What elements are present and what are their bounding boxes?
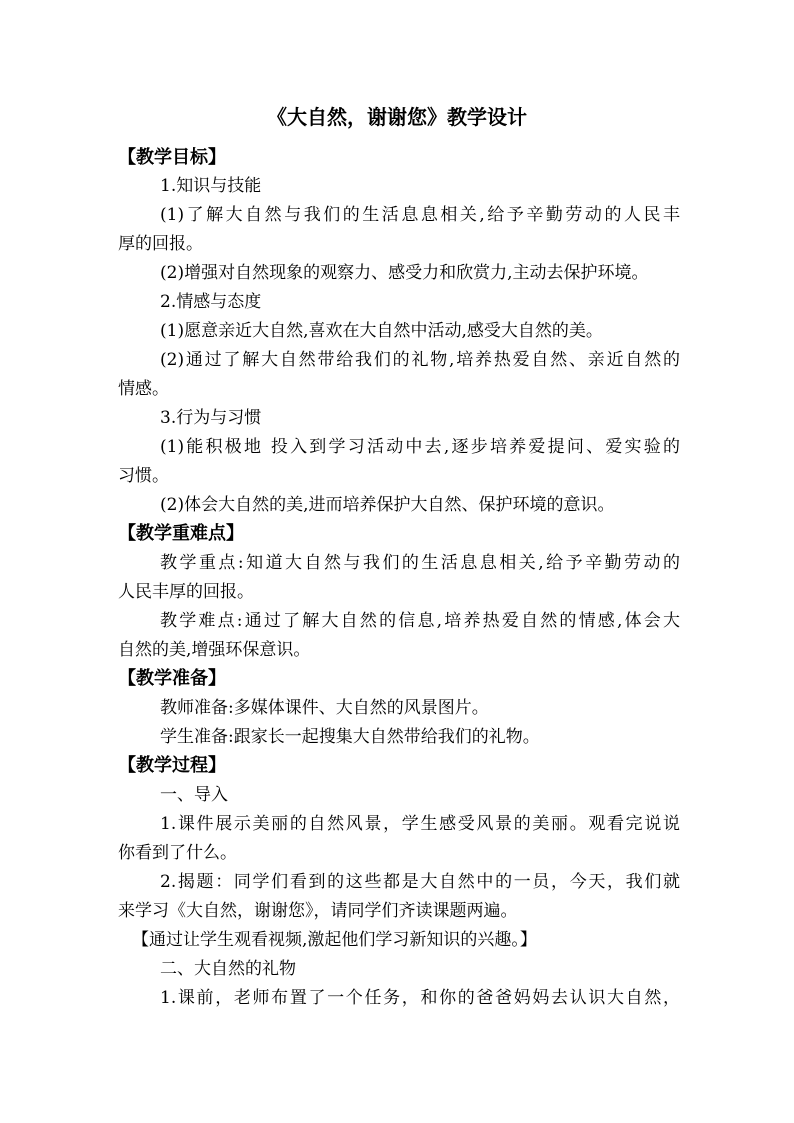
- section-heading-preparation: 【教学准备】: [118, 668, 226, 689]
- paragraph-line: 来学习《大自然，谢谢您》，请同学们齐读课题两遍。: [118, 901, 518, 921]
- paragraph-line: 3.行为与习惯: [160, 408, 262, 428]
- paragraph-line: 一、导入: [160, 785, 228, 805]
- paragraph-line: 自然的美,增强环保意识。: [118, 640, 311, 660]
- paragraph-line: (2)增强对自然现象的观察力、感受力和欣赏力,主动去保护环境。: [160, 263, 649, 283]
- paragraph-line: (2)体会大自然的美,进而培养保护大自然、保护环境的意识。: [160, 495, 615, 515]
- paragraph-line: 厚的回报。: [118, 234, 203, 254]
- paragraph-line: 人民丰厚的回报。: [118, 582, 254, 602]
- paragraph-line: 1.课前，老师布置了一个任务，和你的爸爸妈妈去认识大自然，: [160, 988, 680, 1008]
- paragraph-line: (1)愿意亲近大自然,喜欢在大自然中活动,感受大自然的美。: [160, 321, 603, 341]
- section-heading-key-points: 【教学重难点】: [118, 523, 244, 544]
- paragraph-line: 二、大自然的礼物: [160, 959, 296, 979]
- paragraph-line: 教学难点:通过了解大自然的信息,培养热爱自然的情感,体会大: [160, 611, 680, 631]
- annotation-line: 【通过让学生观看视频,激起他们学习新知识的兴趣。】: [132, 930, 537, 950]
- paragraph-line: 2.情感与态度: [160, 292, 262, 312]
- paragraph-line: 习惯。: [118, 466, 169, 486]
- paragraph-line: 1.知识与技能: [160, 176, 262, 196]
- paragraph-line: (1)了解大自然与我们的生活息息相关,给予辛勤劳动的人民丰: [160, 205, 680, 225]
- paragraph-line: 学生准备:跟家长一起搜集大自然带给我们的礼物。: [160, 727, 540, 747]
- paragraph-line: 情感。: [118, 379, 169, 399]
- paragraph-line: 教学重点:知道大自然与我们的生活息息相关,给予辛勤劳动的: [160, 553, 680, 573]
- paragraph-line: 1.课件展示美丽的自然风景，学生感受风景的美丽。观看完说说: [160, 814, 680, 834]
- paragraph-line: 教师准备:多媒体课件、大自然的风景图片。: [160, 698, 489, 718]
- paragraph-line: (1)能积极地 投入到学习活动中去,逐步培养爱提问、爱实验的: [160, 437, 680, 457]
- section-heading-objectives: 【教学目标】: [118, 147, 226, 168]
- document-title: 《大自然，谢谢您》教学设计: [267, 105, 527, 129]
- paragraph-line: (2)通过了解大自然带给我们的礼物,培养热爱自然、亲近自然的: [160, 350, 680, 370]
- paragraph-line: 2.揭题：同学们看到的这些都是大自然中的一员，今天，我们就: [160, 872, 680, 892]
- paragraph-line: 你看到了什么。: [118, 843, 237, 863]
- section-heading-process: 【教学过程】: [118, 755, 226, 776]
